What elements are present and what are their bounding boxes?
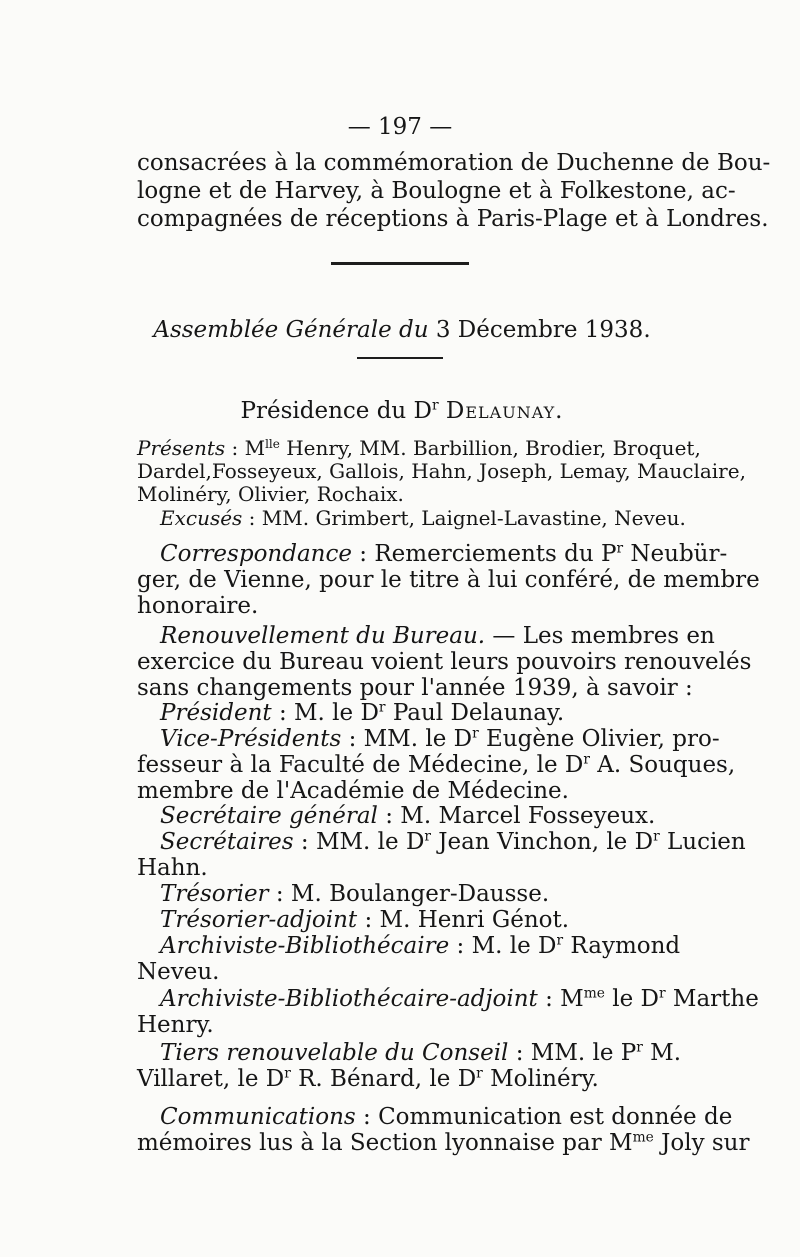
- secgen-text: : M. Marcel Fosseyeux.: [377, 803, 656, 829]
- correspondance-line: ger, de Vienne, pour le titre à lui conféré, de membre: [137, 567, 760, 593]
- communications-label: Communications: [160, 1104, 356, 1130]
- communications-text: mémoires lus à la Section lyonnaise par M: [137, 1130, 633, 1156]
- secretaires-text: Lucien: [659, 829, 746, 855]
- correspondance-sup: r: [616, 540, 624, 557]
- archadj-line: Henry.: [137, 1012, 214, 1038]
- correspondance-line: honoraire.: [137, 593, 259, 619]
- tresorier-line: [160, 881, 690, 907]
- secretaires-sup: r: [424, 828, 431, 845]
- archiviste-label: Archiviste-Bibliothécaire: [160, 933, 450, 959]
- heading-date: 3 Décembre 1938.: [435, 317, 651, 343]
- secretaires-sup: r: [653, 828, 660, 845]
- communications-text: : Communication est donnée de: [355, 1104, 733, 1130]
- vice-text: fesseur à la Faculté de Médecine, le D: [137, 752, 584, 778]
- renouvellement-line: sans changements pour l'année 1939, à savoir :: [137, 675, 693, 701]
- vice-sup: r: [583, 751, 590, 768]
- tiers-sup: r: [476, 1065, 483, 1082]
- vice-line: [160, 725, 720, 752]
- intro-line: compagnées de réceptions à Paris-Plage et à Londres.: [137, 206, 769, 232]
- tiers-sup: r: [284, 1065, 291, 1082]
- tiers-line: [160, 1039, 682, 1066]
- secretaires-text: Jean Vinchon, le D: [431, 829, 654, 855]
- presents-text: : M: [225, 436, 266, 460]
- communications-sup: me: [632, 1129, 654, 1146]
- secretaires-line: Hahn.: [137, 855, 208, 881]
- intro-line: logne et de Harvey, à Boulogne et à Folkestone, ac-: [137, 178, 736, 204]
- tresadj-text: : M. Henri Génot.: [357, 907, 570, 933]
- tiers-text: Villaret, le D: [137, 1066, 285, 1092]
- section-divider: [331, 262, 469, 265]
- secretaires-line: [160, 828, 746, 855]
- excuses-line: [160, 505, 690, 531]
- heading-underline: [357, 357, 443, 359]
- archadj-text: Marthe: [665, 986, 759, 1012]
- tresadj-label: Trésorier-adjoint: [160, 907, 358, 933]
- secgen-line: [160, 803, 690, 829]
- vice-line: [137, 751, 736, 778]
- presents-line: Dardel,Fosseyeux, Gallois, Hahn, Joseph, Lemay, Mauclaire,: [137, 459, 746, 483]
- page-number: — 197 —: [347, 114, 453, 140]
- secretaires-text: : MM. le D: [293, 829, 425, 855]
- tiers-text: R. Bénard, le D: [290, 1066, 477, 1092]
- archadj-sup: r: [659, 985, 666, 1002]
- archiviste-line: Neveu.: [137, 959, 220, 985]
- tiers-text: : MM. le P: [508, 1040, 637, 1066]
- archiviste-sup: r: [556, 932, 564, 949]
- presents-line: Molinéry, Olivier, Rochaix.: [137, 482, 404, 506]
- correspondance-line: [160, 540, 728, 567]
- archiviste-text: Raymond: [563, 933, 681, 959]
- correspondance-label: Correspondance: [160, 541, 352, 567]
- archiviste-line: [160, 932, 681, 959]
- vice-text: : MM. le D: [341, 726, 473, 752]
- archadj-sup: me: [583, 985, 605, 1002]
- renouvellement-line: exercice du Bureau voient leurs pouvoirs renouvelés: [137, 649, 752, 675]
- tresorier-label: Trésorier: [160, 881, 269, 907]
- excuses-label: Excusés: [160, 506, 243, 530]
- vice-sup: r: [472, 725, 479, 742]
- president-text: Paul Delaunay.: [385, 700, 565, 726]
- secgen-label: Secrétaire général: [160, 803, 378, 829]
- archadj-line: [160, 985, 759, 1012]
- intro-line: consacrées à la commémoration de Duchenne de Bou-: [137, 150, 771, 176]
- archadj-text: le D: [604, 986, 659, 1012]
- correspondance-text: : Remerciements du P: [351, 541, 617, 567]
- vice-text: Eugène Olivier, pro-: [478, 726, 720, 752]
- communications-line: [160, 1104, 733, 1130]
- archiviste-text: : M. le D: [449, 933, 557, 959]
- tresorier-text: : M. Boulanger-Dausse.: [268, 881, 550, 907]
- tiers-text: Molinéry.: [482, 1066, 599, 1092]
- excuses-text: : MM. Grimbert, Laignel-Lavastine, Neveu.: [242, 506, 686, 530]
- presidence-line: [137, 398, 667, 424]
- communications-line: [137, 1129, 750, 1156]
- renouvellement-text: — Les membres en: [485, 623, 715, 649]
- tresadj-line: [160, 907, 690, 933]
- section-heading: [137, 317, 667, 343]
- renouvellement-label: Renouvellement du Bureau.: [160, 623, 486, 649]
- vice-label: Vice-Présidents: [160, 726, 342, 752]
- renouvellement-line: [160, 623, 715, 649]
- tiers-label: Tiers renouvelable du Conseil: [160, 1040, 509, 1066]
- communications-text: Joly sur: [653, 1130, 750, 1156]
- president-sup: r: [378, 699, 386, 716]
- president-text: : M. le D: [271, 700, 379, 726]
- secretaires-label: Secrétaires: [160, 829, 294, 855]
- vice-line: membre de l'Académie de Médecine.: [137, 778, 569, 804]
- president-label: Président: [160, 700, 272, 726]
- tiers-sup: r: [636, 1039, 643, 1056]
- vice-text: A. Souques,: [589, 752, 736, 778]
- presents-text: Henry, MM. Barbillion, Brodier, Broquet,: [279, 436, 701, 460]
- presidence-prefix: Présidence du D: [240, 398, 432, 424]
- archadj-label: Archiviste-Bibliothécaire-adjoint: [160, 986, 538, 1012]
- presents-sup: lle: [265, 436, 280, 451]
- archadj-text: : M: [537, 986, 584, 1012]
- tiers-text: M.: [642, 1040, 682, 1066]
- president-line: [160, 700, 690, 726]
- presidence-sup: r: [431, 397, 439, 414]
- correspondance-text: Neubür-: [623, 541, 728, 567]
- heading-title: Assemblée Générale du: [153, 317, 429, 343]
- president-name: Delaunay.: [445, 398, 564, 424]
- tiers-line: [137, 1066, 667, 1092]
- presents-label: Présents: [137, 436, 226, 460]
